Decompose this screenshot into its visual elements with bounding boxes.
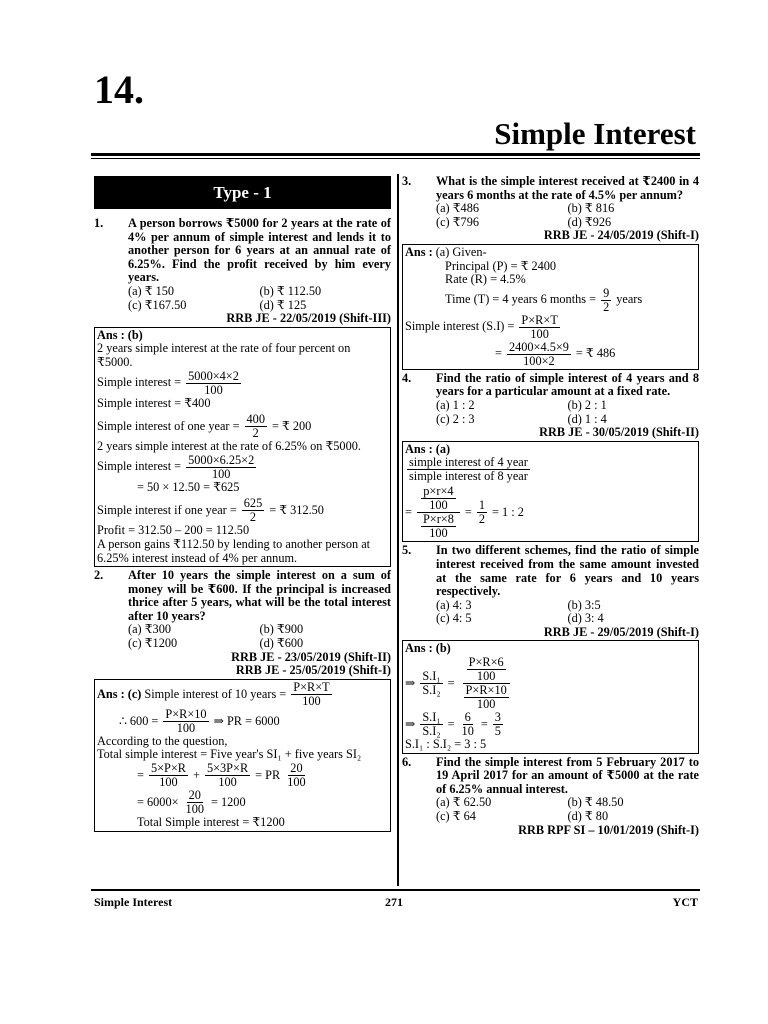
denominator: 2 <box>249 510 257 525</box>
formula-row <box>97 708 388 735</box>
answer-line: Principal (P) = ₹ 2400 <box>445 258 557 273</box>
chapter-number: 14. <box>94 67 144 112</box>
result: = ₹ 200 <box>271 418 312 433</box>
answer-line: S.I₁ : S.I₂ = 3 : 5 <box>405 737 487 752</box>
numerator: 20 <box>188 788 201 803</box>
answer-line: Total simple interest = Five year's SI₁ + five years SI₂ <box>97 747 362 762</box>
compound-fraction <box>417 485 460 540</box>
denominator: 2 <box>252 426 259 441</box>
formula-row <box>405 456 696 483</box>
option-c: (c) 2 : 3 <box>436 411 475 426</box>
answer-head: Ans : <box>405 244 433 259</box>
fraction <box>291 681 331 708</box>
denominator: 2 <box>478 512 485 527</box>
answer-head-row <box>405 246 696 260</box>
option-c: (c) ₹167.50 <box>128 297 187 312</box>
question-1 <box>94 217 391 285</box>
label: Simple interest if one year = <box>97 503 237 518</box>
option-b: (b) ₹ 816 <box>567 201 615 216</box>
option-d: (d) 1 : 4 <box>567 411 607 426</box>
numerator <box>463 656 510 684</box>
page-number: 271 <box>385 895 403 909</box>
column-divider <box>397 174 399 886</box>
option-c: (c) ₹1200 <box>128 636 178 651</box>
numerator: 3 <box>494 710 501 725</box>
denominator: 10 <box>461 724 474 739</box>
denominator: 2 <box>603 299 610 314</box>
question-text: After 10 years the simple interest on a sum of money will be ₹600. If the principal is increased thrice after 5 years, what will be the total interest after 10 years? <box>128 568 391 623</box>
result: years <box>616 292 643 307</box>
fraction <box>186 370 241 397</box>
exam-source: RRB JE - 25/05/2019 (Shift-I) <box>235 663 391 678</box>
formula-row <box>97 789 388 816</box>
left-column <box>94 176 391 834</box>
numerator: 1 <box>478 498 485 513</box>
numerator: 5000×6.25×2 <box>188 452 255 467</box>
fraction <box>507 341 571 368</box>
fraction <box>245 413 267 440</box>
result: = ₹ 312.50 <box>269 503 324 518</box>
label: = <box>447 675 455 690</box>
question-text: In two different schemes, find the ratio of simple interest received from the same amount invested at the same rate for 6 years and 10 years respectively. <box>436 543 699 599</box>
answer-box-2 <box>94 679 391 832</box>
question-text: A person borrows ₹5000 for 2 years at the rate of 4% per annum of simple interest and lends it to another person for 6 years at an annual rate of 6.25%. Find the profit received by him every years. <box>128 216 391 285</box>
option-b: (b) ₹ 48.50 <box>567 795 624 810</box>
fraction <box>601 287 611 314</box>
formula-row <box>405 485 696 540</box>
denominator: 100 <box>476 697 496 712</box>
denominator <box>460 684 513 711</box>
numerator: P×R×T <box>293 679 330 694</box>
fraction <box>420 711 442 738</box>
fraction <box>285 762 307 789</box>
answer-line: Total Simple interest = ₹1200 <box>137 815 285 830</box>
question-number: 3. <box>402 174 412 188</box>
question-1-options <box>94 285 391 312</box>
answer-line: Profit = 312.50 – 200 = 112.50 <box>97 523 250 538</box>
formula-row <box>405 287 696 314</box>
numerator: P×R×10 <box>465 683 507 698</box>
option-d: (d) ₹ 80 <box>567 809 609 824</box>
answer-head: Ans : (b) <box>97 327 143 342</box>
formula-row <box>97 762 388 789</box>
question-text: Find the simple interest from 5 February 2017 to 19 April 2017 for an amount of ₹5000 at the rate of 6.25% annual interest. <box>436 754 699 796</box>
question-3 <box>402 175 699 202</box>
option-b: (b) 2 : 1 <box>567 397 607 412</box>
question-2 <box>94 569 391 623</box>
question-text: Find the ratio of simple interest of 4 years and 8 years for a particular amount at a fixed rate. <box>436 370 699 399</box>
question-4 <box>402 372 699 399</box>
option-d: (d) 3: 4 <box>567 611 604 626</box>
question-4-options <box>402 399 699 426</box>
implies-arrow: ⇒ <box>405 675 416 690</box>
exam-source: RRB RPF SI – 10/01/2019 (Shift-I) <box>518 822 699 837</box>
label: Simple interest (S.I) = <box>405 319 515 334</box>
denominator: simple interest of 8 year <box>409 469 528 484</box>
option-a: (a) ₹ 150 <box>128 283 175 298</box>
denominator: 100 <box>176 720 196 735</box>
label: = <box>480 716 488 731</box>
answer-head: Ans : (c) <box>97 686 142 701</box>
answer-head: Ans : (b) <box>405 641 451 656</box>
result: = ₹ 486 <box>575 346 616 361</box>
answer-line: Simple interest = ₹400 <box>97 395 211 410</box>
fraction <box>421 513 456 540</box>
answer-box-4 <box>402 441 699 543</box>
label: = <box>405 505 412 520</box>
option-d: (d) ₹600 <box>259 636 304 651</box>
option-c: (c) ₹ 64 <box>436 809 476 824</box>
formula-row <box>97 413 388 440</box>
denominator: 100 <box>211 466 231 481</box>
footer-subject: Simple Interest <box>94 895 173 909</box>
result: ⇒ PR = 6000 <box>213 713 280 728</box>
formula-row <box>405 711 696 738</box>
answer-head: Ans : (a) <box>405 441 451 456</box>
numerator: 6 <box>464 710 471 725</box>
denominator <box>417 513 460 540</box>
implies-arrow: ⇒ <box>405 716 416 731</box>
label: Simple interest = <box>97 375 182 390</box>
formula-row <box>97 370 388 397</box>
label: = <box>137 767 144 782</box>
answer-line: 2 years simple interest at the rate of 6.25% on ₹5000. <box>97 439 361 454</box>
numerator: 9 <box>603 285 610 300</box>
numerator: P×R×10 <box>165 706 207 721</box>
option-b: (b) 3:5 <box>567 597 601 612</box>
answer-box-5 <box>402 640 699 753</box>
answer-box-3 <box>402 244 699 370</box>
exam-source: RRB JE - 29/05/2019 (Shift-I) <box>543 624 699 639</box>
numerator: P×R×T <box>521 312 558 327</box>
exam-source: RRB JE - 22/05/2019 (Shift-III) <box>226 311 391 326</box>
option-d: (d) ₹ 125 <box>259 297 307 312</box>
question-number: 4. <box>402 370 412 385</box>
right-column <box>402 175 699 837</box>
numerator <box>417 485 459 513</box>
fraction <box>519 314 559 341</box>
denominator: 100 <box>218 775 237 790</box>
label: ∴ 600 = <box>119 713 159 728</box>
chapter-title: Simple Interest <box>494 116 696 151</box>
question-6 <box>402 756 699 797</box>
numerator: 20 <box>290 761 303 776</box>
label: Simple interest = <box>97 459 182 474</box>
denominator: 100 <box>159 775 178 790</box>
numerator: 5000×4×2 <box>188 368 239 383</box>
result: = 1200 <box>211 794 246 809</box>
numerator: simple interest of 4 year <box>409 455 528 470</box>
plus: + <box>193 767 200 782</box>
fraction <box>242 497 264 524</box>
numerator: p×r×4 <box>423 484 454 499</box>
option-a: (a) ₹ 62.50 <box>436 795 492 810</box>
result: = 1 : 2 <box>491 505 524 520</box>
fraction <box>477 499 487 526</box>
label: = <box>495 346 502 361</box>
answer-line: = 50 × 12.50 = ₹625 <box>137 479 240 494</box>
question-5-options <box>402 599 699 626</box>
header-rule <box>91 153 700 156</box>
label: = <box>464 505 472 520</box>
option-a: (a) ₹300 <box>128 622 171 637</box>
option-d: (d) ₹926 <box>567 214 612 229</box>
option-c: (c) ₹796 <box>436 214 479 229</box>
exam-source: RRB JE - 30/05/2019 (Shift-II) <box>539 425 699 440</box>
type-heading: Type - 1 <box>94 176 391 209</box>
question-number: 2. <box>94 568 104 583</box>
question-number: 1. <box>94 216 104 230</box>
denominator: 100 <box>204 382 223 397</box>
answer-line: Rate (R) = 4.5% <box>445 272 526 287</box>
fraction <box>163 708 208 735</box>
fraction <box>420 670 442 697</box>
header-rule-thin <box>91 158 700 159</box>
formula-row <box>405 656 696 711</box>
option-a: (a) 4: 3 <box>436 597 472 612</box>
denominator: 100 <box>429 526 448 541</box>
numerator: 625 <box>243 496 263 511</box>
label: = <box>447 716 455 731</box>
compound-fraction <box>460 656 513 711</box>
denominator: S.I₂ <box>422 724 441 739</box>
fraction <box>407 456 530 483</box>
question-number: 5. <box>402 543 412 558</box>
numerator: 2400×4.5×9 <box>508 339 569 354</box>
question-6-options <box>402 796 699 823</box>
option-b: (b) ₹900 <box>259 622 304 637</box>
formula-row <box>97 497 388 524</box>
label: Simple interest of one year = <box>97 418 240 433</box>
option-a: (a) 1 : 2 <box>436 397 475 412</box>
fraction <box>464 684 509 711</box>
exam-source: RRB JE - 23/05/2019 (Shift-II) <box>231 649 391 664</box>
denominator: 100 <box>429 498 448 513</box>
answer-line: A person gains ₹112.50 by lending to another person at 6.25% interest instead of 4% per annum. <box>97 536 371 565</box>
option-c: (c) 4: 5 <box>436 611 472 626</box>
question-text: What is the simple interest received at ₹2400 in 4 years 6 months at the rate of 4.5% per annum? <box>436 174 699 202</box>
fraction <box>205 762 250 789</box>
denominator: S.I₂ <box>422 683 441 698</box>
numerator: P×R×6 <box>468 655 504 670</box>
footer-rule <box>91 889 700 891</box>
formula-row <box>97 681 388 708</box>
fraction <box>149 762 188 789</box>
denominator: 100×2 <box>523 353 555 368</box>
exam-source: RRB JE - 24/05/2019 (Shift-I) <box>543 228 699 243</box>
label: Simple interest of 10 years = <box>144 686 287 701</box>
question-number: 6. <box>402 754 412 769</box>
numerator: 5×3P×R <box>206 761 249 776</box>
formula-row <box>405 341 696 368</box>
denominator: 100 <box>530 326 549 341</box>
label: = PR <box>255 767 281 782</box>
denominator: 100 <box>476 669 496 684</box>
fraction <box>184 789 206 816</box>
formula-row <box>405 314 696 341</box>
question-3-options <box>402 202 699 229</box>
label: (a) Given- <box>435 244 487 259</box>
numerator: P×r×8 <box>422 512 454 527</box>
numerator: 400 <box>246 412 265 427</box>
option-a: (a) ₹486 <box>436 201 479 216</box>
label: Time (T) = 4 years 6 months = <box>445 292 597 307</box>
option-b: (b) ₹ 112.50 <box>259 283 322 298</box>
numerator: S.I₁ <box>422 669 441 684</box>
footer-publisher: YCT <box>672 895 698 909</box>
denominator: 100 <box>302 693 321 708</box>
fraction <box>467 656 506 683</box>
answer-line: 2 years simple interest at the rate of four percent on ₹5000. <box>97 341 351 369</box>
denominator: 5 <box>494 724 501 739</box>
numerator: 5×P×R <box>150 761 186 776</box>
answer-box-1 <box>94 327 391 567</box>
answer-line: According to the question, <box>97 733 228 748</box>
question-2-options <box>94 623 391 650</box>
fraction <box>421 485 455 512</box>
label: = 6000× <box>137 794 179 809</box>
question-5 <box>402 544 699 598</box>
fraction <box>460 711 476 738</box>
denominator: 100 <box>287 775 306 790</box>
denominator: 100 <box>185 802 204 817</box>
formula-row <box>97 454 388 481</box>
numerator: S.I₁ <box>422 710 441 725</box>
fraction <box>186 454 256 481</box>
fraction <box>493 711 503 738</box>
